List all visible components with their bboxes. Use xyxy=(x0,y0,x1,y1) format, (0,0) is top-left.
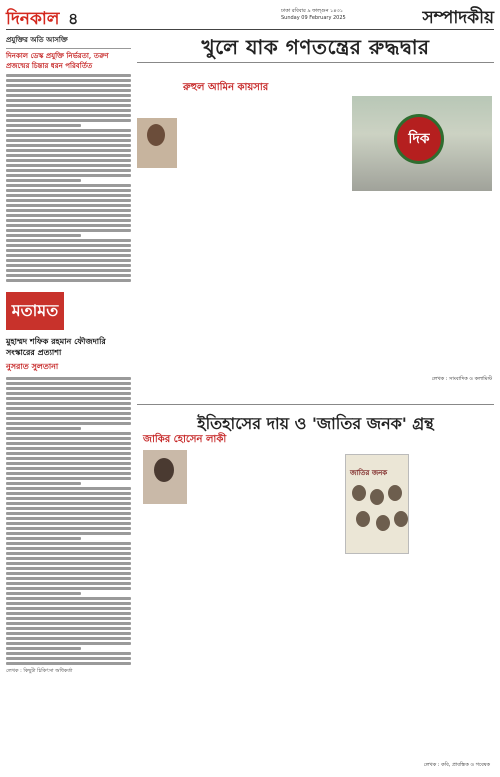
text-line xyxy=(6,492,131,495)
text-line xyxy=(6,174,131,177)
text-line xyxy=(6,602,131,605)
text-line xyxy=(6,99,131,102)
text-line xyxy=(6,119,131,122)
text-line xyxy=(6,437,131,440)
second-headline: ইতিহাসের দায় ও 'জাতির জনক' গ্রন্থ xyxy=(137,404,494,438)
text-line xyxy=(6,452,131,455)
text-line xyxy=(6,457,131,460)
text-line xyxy=(6,637,131,640)
text-line xyxy=(6,149,131,152)
text-line xyxy=(6,109,131,112)
text-line xyxy=(6,407,131,410)
text-line xyxy=(6,462,131,465)
text-line xyxy=(6,209,131,212)
parliament-photo xyxy=(352,96,492,191)
date-line xyxy=(281,8,346,22)
text-line xyxy=(6,397,131,400)
text-line xyxy=(6,472,131,475)
text-line xyxy=(6,627,131,630)
text-line xyxy=(6,124,81,127)
text-line xyxy=(6,412,131,415)
text-line xyxy=(6,114,131,117)
text-line xyxy=(6,204,131,207)
book-cover xyxy=(345,454,409,554)
page-number: ৪ xyxy=(68,9,79,28)
masthead-logo: দিনকাল xyxy=(6,9,60,29)
text-line xyxy=(6,497,131,500)
text-line xyxy=(6,607,131,610)
text-line xyxy=(6,199,131,202)
left-kicker: প্রযুক্তির অতি আসক্তি xyxy=(6,34,131,49)
book-cover-title: জাতির জনক xyxy=(350,468,388,477)
text-line xyxy=(6,234,81,237)
text-line xyxy=(6,517,131,520)
text-line xyxy=(6,377,131,380)
text-line xyxy=(6,447,131,450)
text-line xyxy=(6,139,131,142)
text-line xyxy=(6,442,131,445)
left-column xyxy=(6,34,131,772)
author-photo xyxy=(137,118,177,168)
text-line xyxy=(6,259,131,262)
text-line xyxy=(6,84,131,87)
text-line xyxy=(6,194,131,197)
text-line xyxy=(6,587,131,590)
text-line xyxy=(6,577,131,580)
text-line xyxy=(6,582,131,585)
text-line xyxy=(6,542,131,545)
text-line xyxy=(6,402,131,405)
text-line xyxy=(6,89,131,92)
text-line xyxy=(6,159,131,162)
text-line xyxy=(6,487,131,490)
text-line xyxy=(6,537,81,540)
text-line xyxy=(6,417,131,420)
text-line xyxy=(6,144,131,147)
party-emblem: দিক xyxy=(394,114,444,164)
text-line xyxy=(6,269,131,272)
date-english: Sunday 09 February 2025 xyxy=(281,15,346,21)
text-line xyxy=(6,239,131,242)
text-line xyxy=(6,214,131,217)
text-line xyxy=(6,382,131,385)
main-area xyxy=(137,34,494,768)
page-header xyxy=(6,4,494,30)
text-line xyxy=(6,229,131,232)
text-line xyxy=(6,224,131,227)
text-line xyxy=(6,427,81,430)
main-headline: খুলে যাক গণতন্ত্রের রুদ্ধদ্বার xyxy=(137,34,494,63)
text-line xyxy=(6,74,131,77)
text-line xyxy=(6,249,131,252)
second-author: জাকির হোসেন লাকী xyxy=(143,434,227,445)
text-line xyxy=(6,94,131,97)
text-line xyxy=(6,169,131,172)
left-byline: দিনকাল ডেস্ক প্রযুক্তি নির্ভরতা, তরুণ প্রজন্মের চিন্তার ধরন পরিবর্তিত xyxy=(6,51,109,70)
text-line xyxy=(6,642,131,645)
text-line xyxy=(6,617,131,620)
op-ed-credit: লেখক : কিছুটা চিকিৎসা অধিকর্তা xyxy=(6,668,73,674)
second-author-photo xyxy=(143,450,187,504)
text-line xyxy=(6,392,131,395)
text-line xyxy=(6,597,131,600)
text-line xyxy=(6,652,131,655)
op-ed-body xyxy=(6,377,131,665)
text-line xyxy=(6,184,131,187)
main-credit: লেখক : সাংবাদিক ও কলামিস্ট xyxy=(431,376,492,382)
text-line xyxy=(6,612,131,615)
text-line xyxy=(6,154,131,157)
text-line xyxy=(6,502,131,505)
text-line xyxy=(6,647,81,650)
text-line xyxy=(6,632,131,635)
text-line xyxy=(6,512,131,515)
text-line xyxy=(6,662,131,665)
text-line xyxy=(6,129,131,132)
text-line xyxy=(6,79,131,82)
text-line xyxy=(6,219,131,222)
text-line xyxy=(6,567,131,570)
text-line xyxy=(6,279,131,282)
text-line xyxy=(6,507,131,510)
text-line xyxy=(6,532,131,535)
text-line xyxy=(6,592,81,595)
text-line xyxy=(6,547,131,550)
text-line xyxy=(6,104,131,107)
text-line xyxy=(6,477,131,480)
text-line xyxy=(6,164,131,167)
text-line xyxy=(6,179,81,182)
text-line xyxy=(6,562,131,565)
text-line xyxy=(6,387,131,390)
text-line xyxy=(6,467,131,470)
text-line xyxy=(6,557,131,560)
text-line xyxy=(6,552,131,555)
section-title: সম্পাদকীয় xyxy=(422,8,494,28)
text-line xyxy=(6,274,131,277)
text-line xyxy=(6,422,131,425)
text-line xyxy=(6,244,131,247)
text-line xyxy=(6,134,131,137)
second-credit: লেখক : কবি, প্রাবন্ধিক ও গবেষক xyxy=(423,762,490,768)
text-line xyxy=(6,522,131,525)
text-line xyxy=(6,482,81,485)
text-line xyxy=(6,657,131,660)
left-article-body xyxy=(6,74,131,282)
motamot-logo: মতামত xyxy=(6,292,64,330)
text-line xyxy=(6,572,131,575)
text-line xyxy=(6,189,131,192)
op-ed-title: মুহাম্মদ শফিক রহমান ফৌজদারি সংস্কারের প্রত্যাশা xyxy=(6,336,106,357)
date-bangla: ঢাকা রবিবার ৯ ফাল্গুন ১৪৩১ xyxy=(281,8,344,14)
text-line xyxy=(6,622,131,625)
text-line xyxy=(6,432,131,435)
text-line xyxy=(6,264,131,267)
text-line xyxy=(6,254,131,257)
main-author: রুহুল আমিন কায়সার xyxy=(183,82,269,93)
text-line xyxy=(6,527,131,530)
op-ed-author: নুসরাত সুলতানা xyxy=(6,361,59,371)
